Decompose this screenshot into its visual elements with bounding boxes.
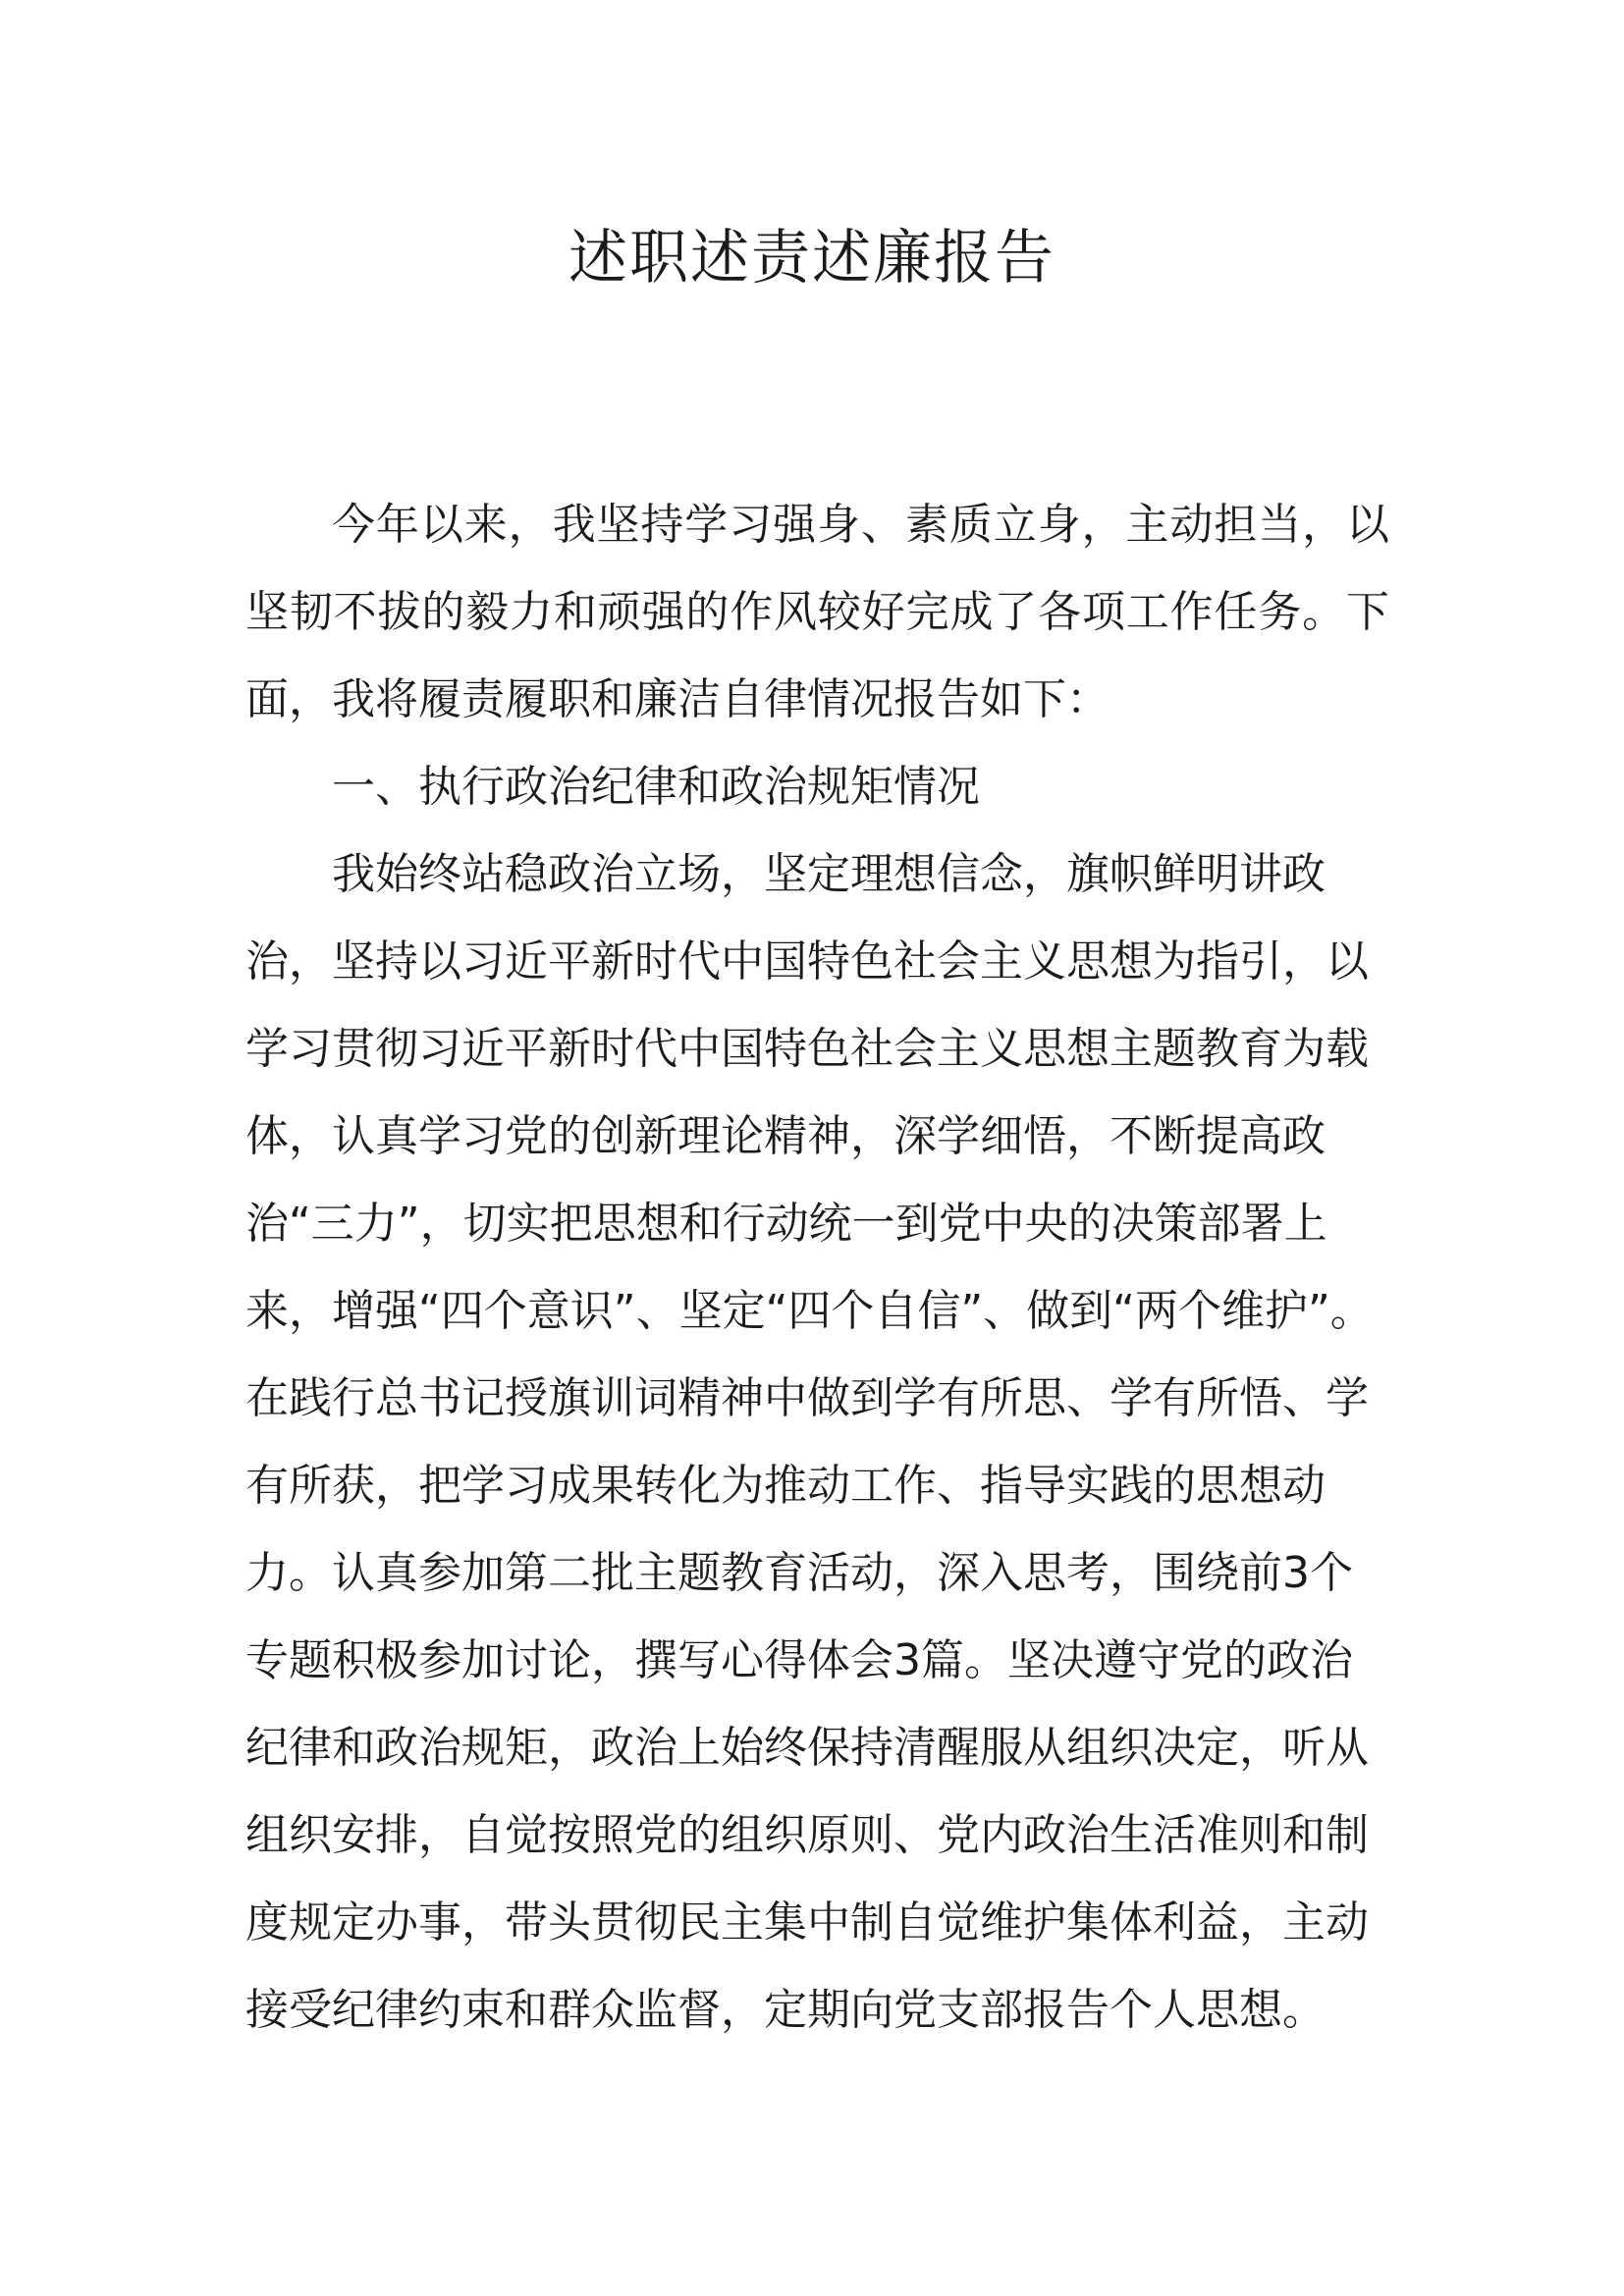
section-heading: 一、执行政治纪律和政治规矩情况 bbox=[332, 762, 980, 812]
paragraph-intro: 今年以来，我坚持学习强身、素质立身，主动担当，以坚韧不拔的毅力和顽强的作风较好完成了各项工作任务。下面，我将履责履职和廉洁自律情况报告如下： bbox=[245, 500, 1389, 724]
paragraph-political-discipline: 我始终站稳政治立场，坚定理想信念，旗帜鲜明讲政治，坚持以习近平新时代中国特色社会主义思想为指引，以学习贯彻习近平新时代中国特色社会主义思想主题教育为载体，认真学习党的创新理论精神，深学细悟，不断提高政治“三力”，切实把思想和行动统一到党中央的决策部署上来，增强“四个意识”、坚定“四个自信”、做到“两个维护”。在践行总书记授旗训词精神中做到学有所思、学有所悟、学有所获，把学习成果转化为推动工作、指导实践的思想动力。认真参加第二批主题教育活动，深入思考，围绕前3个专题积极参加讨论，撰写心得体会3篇。坚决遵守党的政治纪律和政治规矩，政治上始终保持清醒服从组织决定，听从组织安排，自觉按照党的组织原则、党内政治生活准则和制度规定办事，带头贯彻民主集中制自觉维护集体利益，主动接受纪律约束和群众监督，定期向党支部报告个人思想。 bbox=[245, 849, 1374, 2035]
document-body bbox=[245, 481, 1389, 2054]
document-title: 述职述责述廉报告 bbox=[568, 224, 1056, 293]
